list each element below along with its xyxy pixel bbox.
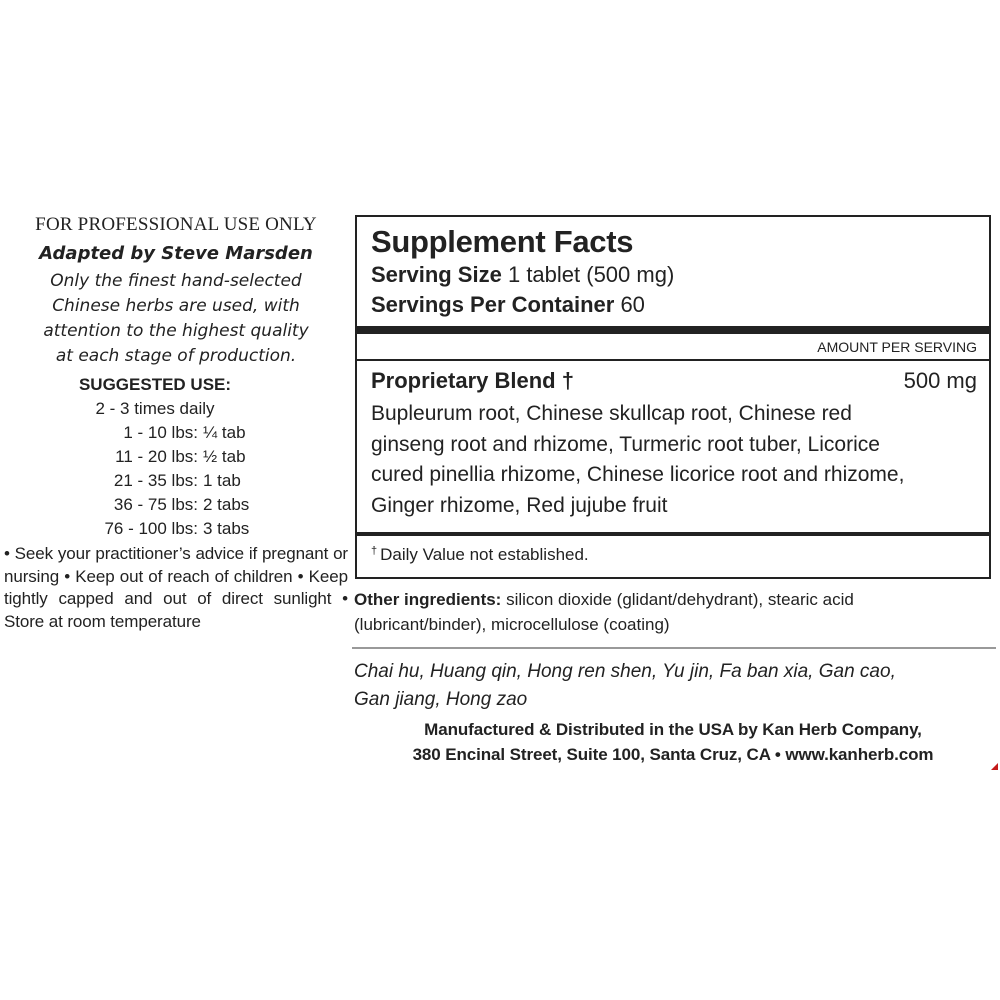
quality-statement xyxy=(4,269,348,369)
dose-amount: 3 tabs xyxy=(203,519,250,538)
medium-divider xyxy=(357,532,989,536)
thin-divider xyxy=(357,359,989,361)
dose-weight-range: 76 - 100 lbs: xyxy=(104,519,198,538)
daily-value-note: Daily Value not established. xyxy=(380,545,589,564)
dose-weight-range: 11 - 20 lbs: xyxy=(115,447,198,466)
dose-amount: ½ tab xyxy=(203,447,246,466)
ingredient-line: ginseng root and rhizome, Turmeric root tuber, Licorice xyxy=(371,432,880,456)
professional-use-heading: FOR PROFESSIONAL USE ONLY xyxy=(35,214,317,235)
left-column xyxy=(4,212,348,633)
dose-row xyxy=(4,445,348,469)
other-ingredients xyxy=(354,587,1000,637)
manufacturer-info xyxy=(352,717,994,767)
proprietary-blend-amount: 500 mg xyxy=(903,368,977,393)
servings-per-container-label: Servings Per Container xyxy=(371,292,615,317)
other-ingredients-line: (lubricant/binder), microcellulose (coating) xyxy=(354,615,670,634)
warnings-text: • Seek your practitioner’s advice if pregnant or nursing • Keep out of reach of children • Keep tightly capped and out of direct sunlight • Store at room temperature xyxy=(4,544,348,631)
manufacturer-line: Manufactured & Distributed in the USA by Kan Herb Company, xyxy=(424,720,922,739)
ingredient-line: cured pinellia rhizome, Chinese licorice root and rhizome, xyxy=(371,463,905,486)
servings-per-container-row xyxy=(371,292,645,318)
gray-divider xyxy=(352,647,996,649)
suggested-use-heading: SUGGESTED USE: xyxy=(78,375,232,394)
other-ingredients-text: silicon dioxide (glidant/dehydrant), stearic acid xyxy=(506,590,854,609)
dose-row xyxy=(4,421,348,445)
amount-per-serving-header: AMOUNT PER SERVING xyxy=(817,339,977,355)
quality-line: Chinese herbs are used, with xyxy=(52,296,300,316)
quality-line: Only the finest hand-selected xyxy=(50,271,302,291)
dose-amount: 2 tabs xyxy=(203,495,250,514)
dose-weight-range: 1 - 10 lbs: xyxy=(123,423,198,442)
dose-amount: ¼ tab xyxy=(203,423,246,442)
dose-amount: 1 tab xyxy=(203,471,241,490)
footnote-dagger: † xyxy=(371,545,378,557)
ingredient-line: Bupleurum root, Chinese skullcap root, Chinese red xyxy=(371,402,852,425)
quality-line: attention to the highest quality xyxy=(43,321,309,341)
blend-name-text: Proprietary Blend xyxy=(371,368,556,393)
manufacturer-line: 380 Encinal Street, Suite 100, Santa Cruz, CA • www.kanherb.com xyxy=(412,745,934,764)
adapted-by-line: Adapted by Steve Marsden xyxy=(39,243,313,264)
serving-size-row xyxy=(371,262,674,288)
pinyin-names xyxy=(354,658,994,714)
other-ingredients-line xyxy=(354,587,1000,612)
dose-row xyxy=(4,517,348,541)
blend-dagger-mark: † xyxy=(561,368,574,393)
proprietary-blend-name xyxy=(371,368,574,394)
serving-size-label: Serving Size xyxy=(371,262,502,287)
pinyin-line: Gan jiang, Hong zao xyxy=(354,689,528,710)
thick-divider xyxy=(357,326,989,334)
ingredient-line: Ginger rhizome, Red jujube fruit xyxy=(371,493,668,517)
servings-per-container-value: 60 xyxy=(620,292,645,317)
daily-value-footnote xyxy=(371,545,589,565)
blend-ingredients xyxy=(371,399,979,521)
dose-weight-range: 36 - 75 lbs: xyxy=(113,495,198,514)
dose-weight-range: 21 - 35 lbs: xyxy=(113,471,198,490)
dose-row xyxy=(4,469,348,493)
suggested-use-section xyxy=(4,373,348,541)
supplement-facts-panel xyxy=(355,215,991,579)
serving-size-value: 1 tablet (500 mg) xyxy=(507,262,675,287)
dose-row xyxy=(4,493,348,517)
dose-frequency: 2 - 3 times daily xyxy=(95,399,215,418)
panel-title: Supplement Facts xyxy=(371,224,634,259)
quality-line: at each stage of production. xyxy=(55,346,297,366)
pinyin-line: Chai hu, Huang qin, Hong ren shen, Yu jin, Fa ban xia, Gan cao, xyxy=(354,661,896,682)
other-ingredients-label: Other ingredients: xyxy=(354,590,502,609)
